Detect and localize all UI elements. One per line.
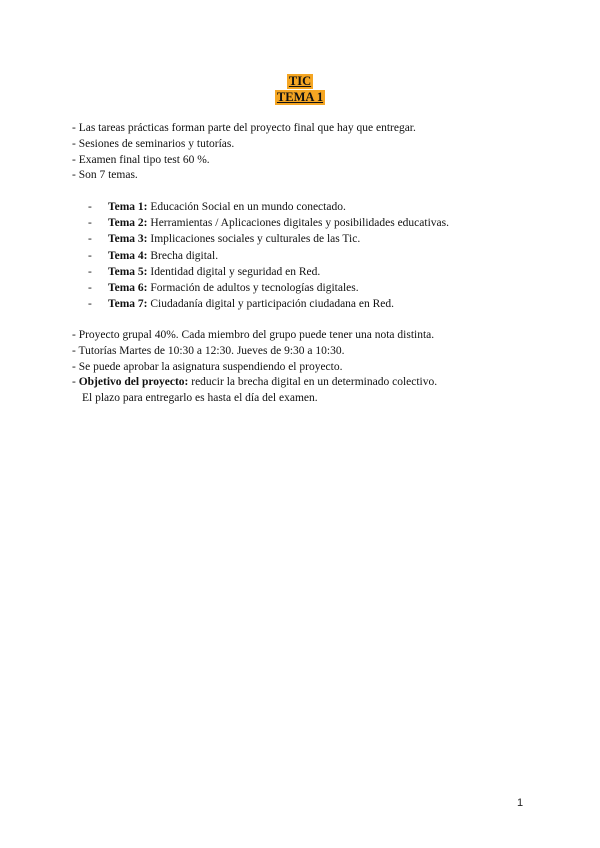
topics-list [88, 199, 558, 312]
bullet-dash: - [88, 233, 92, 246]
topic-text: Herramientas / Aplicaciones digitales y posibilidades educativas. [147, 217, 449, 230]
intro-line: - Sesiones de seminarios y tutorías. [72, 137, 235, 150]
objective-prefix: - [72, 376, 79, 389]
topic-label: Tema 5: [108, 265, 148, 278]
topic-item [88, 296, 558, 312]
topic-item [88, 280, 558, 296]
topic-item [88, 199, 558, 215]
intro-line: - Las tareas prácticas forman parte del proyecto final que hay que entregar. [72, 122, 416, 134]
intro-line: - Examen final tipo test 60 %. [72, 153, 210, 166]
topic-label: Tema 3: [108, 233, 148, 246]
topic-label: Tema 6: [108, 282, 148, 295]
intro-line: - Son 7 temas. [72, 169, 138, 182]
note-line: - Proyecto grupal 40%. Cada miembro del grupo puede tener una nota distinta. [72, 329, 435, 341]
objective-text: reducir la brecha digital en un determinado colectivo. [188, 376, 438, 389]
title-block [0, 72, 600, 104]
topic-item [88, 231, 558, 247]
topic-text: Identidad digital y seguridad en Red. [147, 265, 321, 278]
bullet-dash: - [88, 282, 92, 295]
topic-text: Educación Social en un mundo conectado. [147, 201, 346, 213]
bullet-dash: - [88, 298, 92, 311]
topic-item [88, 215, 558, 231]
topic-text: Brecha digital. [147, 249, 219, 262]
bullet-dash: - [88, 265, 92, 278]
topic-label: Tema 1: [108, 201, 148, 213]
topic-label: Tema 2: [108, 217, 148, 230]
topic-text: Ciudadanía digital y participación ciudadana en Red. [147, 298, 395, 311]
intro-list [72, 121, 542, 184]
objective-label: Objetivo del proyecto: [78, 376, 189, 389]
notes-list [72, 328, 542, 407]
deadline-line: El plazo para entregarlo es hasta el día del examen. [82, 392, 318, 405]
topic-label: Tema 4: [108, 249, 148, 262]
bullet-dash: - [88, 249, 92, 262]
topic-text: Formación de adultos y tecnologías digitales. [147, 282, 359, 295]
note-line: - Se puede aprobar la asignatura suspendiendo el proyecto. [72, 360, 343, 373]
page-number: 1 [517, 797, 524, 809]
topic-text: Implicaciones sociales y culturales de las Tic. [147, 233, 361, 246]
topic-item [88, 264, 558, 280]
topic-item [88, 248, 558, 264]
bullet-dash: - [88, 201, 92, 213]
note-line: - Tutorías Martes de 10:30 a 12:30. Jueves de 9:30 a 10:30. [72, 344, 345, 357]
title-tema: TEMA 1 [276, 90, 324, 104]
topic-label: Tema 7: [108, 298, 148, 311]
title-tic: TIC [288, 74, 312, 88]
objective-line [72, 375, 542, 391]
bullet-dash: - [88, 217, 92, 230]
